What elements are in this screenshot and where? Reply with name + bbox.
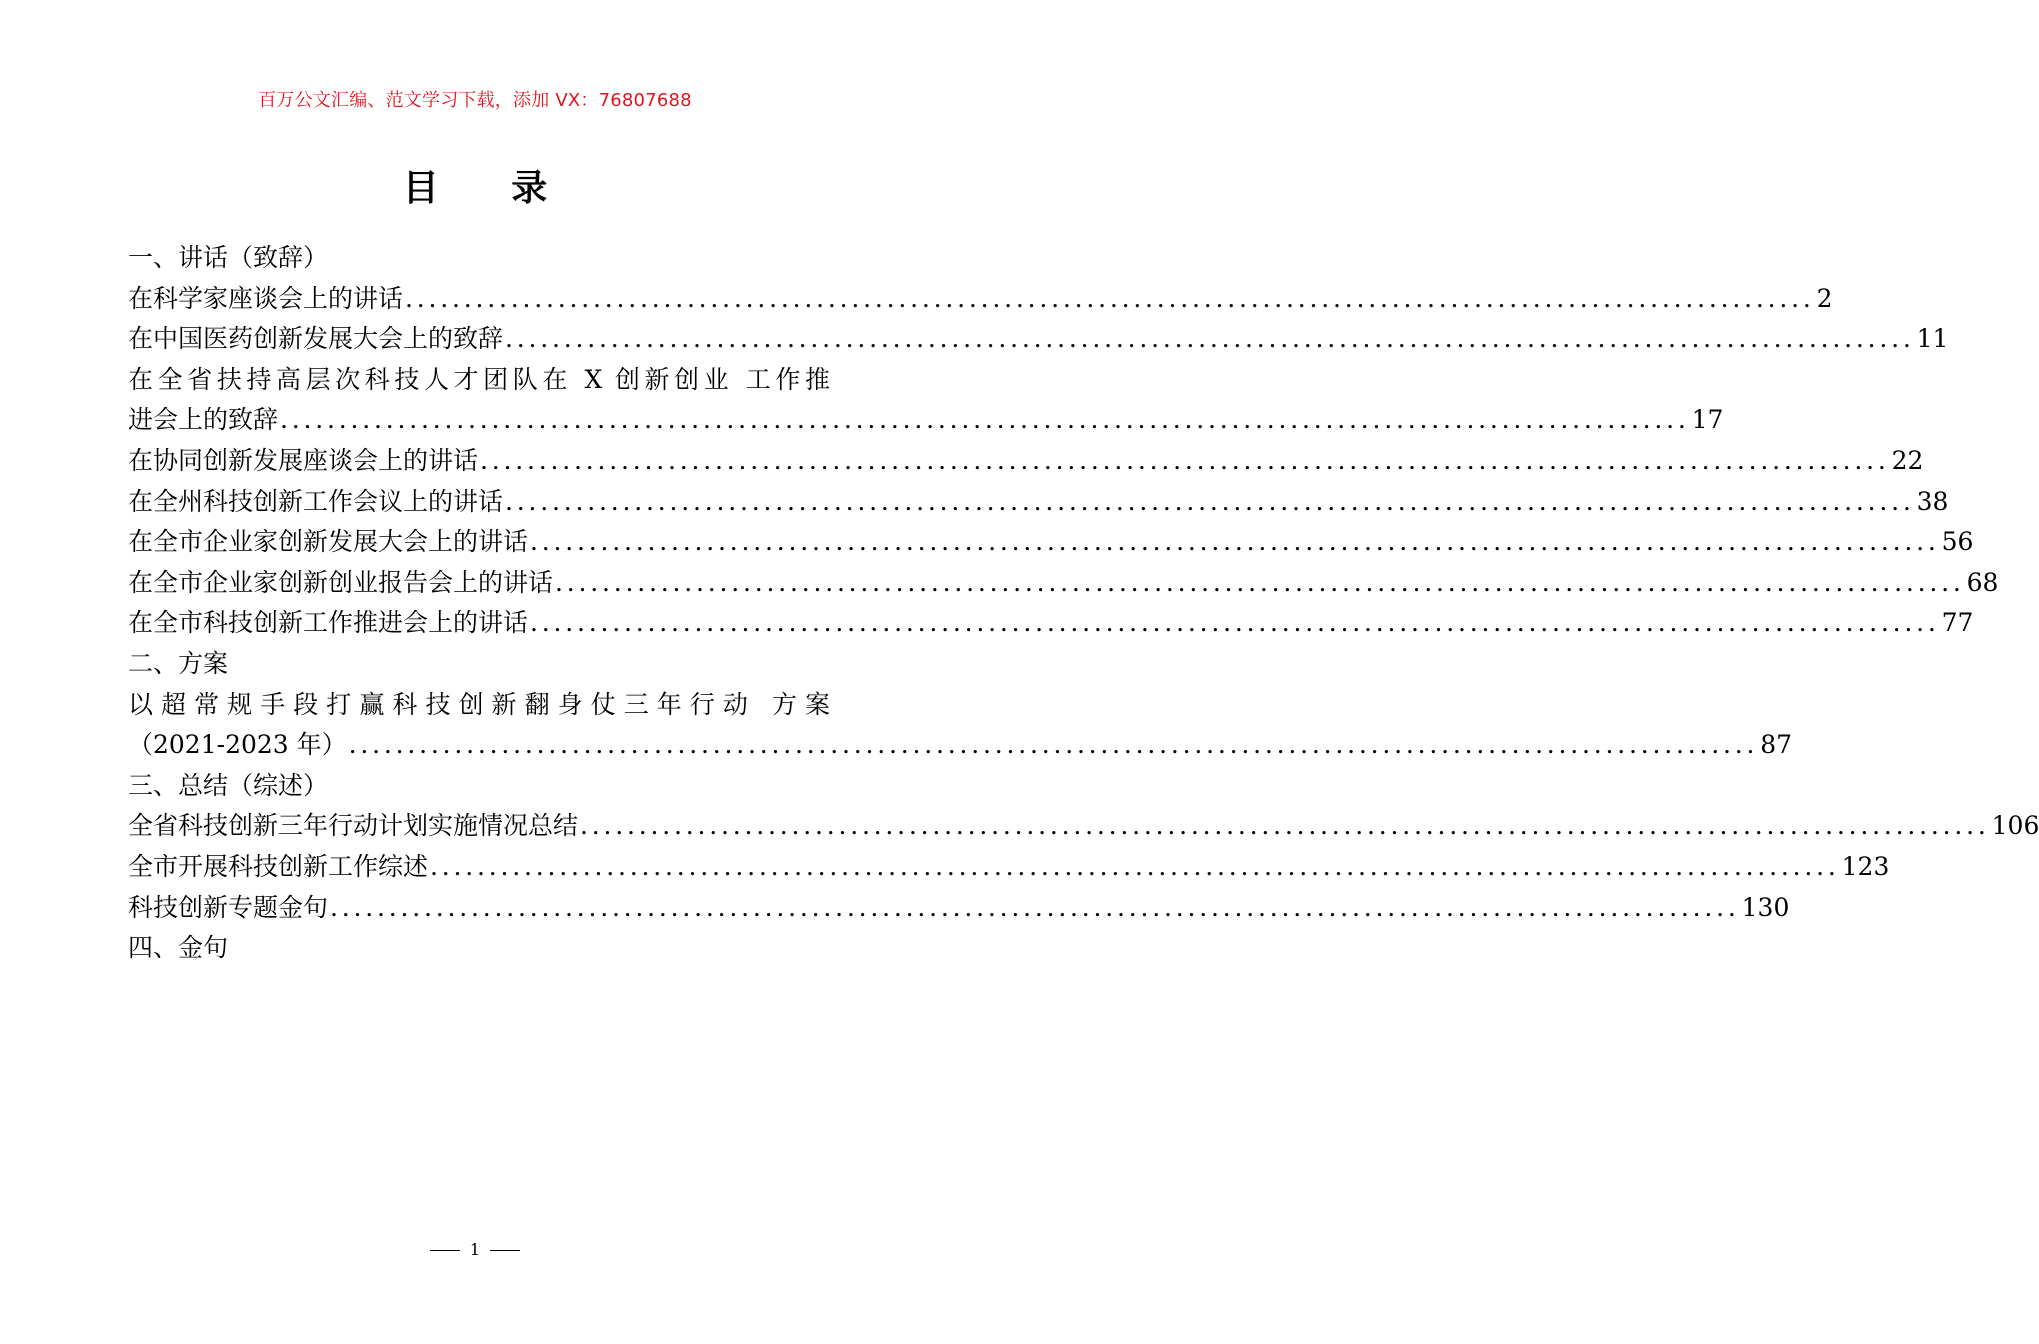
toc-entry[interactable] [128, 279, 1833, 320]
toc-entry[interactable] [128, 522, 1974, 563]
toc-entry-title: 在科学家座谈会上的讲话 [128, 283, 404, 313]
toc-entry-title: 在全州科技创新工作会议上的讲话 [128, 486, 504, 516]
leader-dots: ........................................................................................................................ [330, 892, 1740, 922]
toc-entry-line2[interactable] [128, 725, 1793, 766]
toc-entry-title: 在全市科技创新工作推进会上的讲话 [128, 608, 529, 638]
toc-entry-title: 在全市企业家创新创业报告会上的讲话 [128, 567, 554, 597]
toc-entry-page: 106 [1991, 811, 2039, 841]
toc-entry-title: 在中国医药创新发展大会上的致辞 [128, 324, 504, 354]
leader-dots: ........................................................................................................................ [580, 811, 1990, 841]
toc-entry-page: 123 [1841, 851, 1890, 881]
toc-entry-line1[interactable] [128, 685, 830, 726]
section-heading-text: 四、金句 [128, 933, 229, 963]
toc-entry-line1[interactable] [128, 360, 830, 401]
leader-dots: ........................................................................................................................ [530, 527, 1940, 557]
leader-dots: ........................................................................................................................ [505, 486, 1915, 516]
toc-entry-title: 科技创新专题金句 [128, 892, 329, 922]
section-heading-text: 二、方案 [128, 648, 229, 678]
footer-rule-right [490, 1250, 520, 1251]
toc-entry-title-cont: （2021-2023 年） [128, 730, 347, 760]
toc-entry-title: 全省科技创新三年行动计划实施情况总结 [128, 811, 579, 841]
toc-entry[interactable] [128, 482, 1949, 523]
section-heading [128, 766, 830, 807]
leader-dots: ........................................................................................................................ [555, 567, 1965, 597]
leader-dots: ........................................................................................................................ [280, 405, 1690, 435]
toc-entry-page: 38 [1916, 486, 1949, 516]
toc-entry[interactable] [128, 806, 2039, 847]
leader-dots: ........................................................................................................................ [430, 851, 1840, 881]
section-heading [128, 644, 830, 685]
leader-dots: ........................................................................................................................ [530, 608, 1940, 638]
toc-entry[interactable] [128, 319, 1949, 360]
toc-entry[interactable] [128, 888, 1790, 929]
toc-entry-page: 17 [1691, 405, 1724, 435]
section-heading-text: 三、总结（综述） [128, 770, 329, 800]
toc-entry[interactable] [128, 441, 1924, 482]
page-footer [0, 1240, 950, 1259]
header-notice: 百万公文汇编、范文学习下载，添加 VX：76807688 [258, 90, 692, 111]
section-heading-text: 一、讲话（致辞） [128, 243, 329, 272]
toc-entry-page: 77 [1941, 608, 1974, 638]
toc-entry-page: 68 [1966, 567, 1999, 597]
toc-entry-title: 在全省扶持高层次科技人才团队在 X 创新创业 工作推 [128, 364, 830, 394]
page-title: 目 录 [402, 168, 578, 209]
section-heading [128, 238, 830, 279]
toc-entry-title: 全市开展科技创新工作综述 [128, 851, 429, 881]
leader-dots: ........................................................................................................................ [405, 283, 1815, 313]
toc-entry-page: 130 [1741, 892, 1790, 922]
page-number: 1 [469, 1240, 481, 1259]
toc-entry-title: 以超常规手段打赢科技创新翻身仗三年行动 方案 [128, 689, 830, 719]
toc-entry-page: 87 [1760, 730, 1793, 760]
toc-entry-title: 在协同创新发展座谈会上的讲话 [128, 445, 479, 475]
toc-entry-line2[interactable] [128, 400, 1724, 441]
toc-entry-page: 56 [1941, 527, 1974, 557]
table-of-contents [128, 238, 2039, 969]
toc-entry[interactable] [128, 847, 1890, 888]
toc-entry-page: 11 [1916, 324, 1949, 354]
toc-entry-title: 在全市企业家创新发展大会上的讲话 [128, 527, 529, 557]
toc-entry-page: 2 [1816, 283, 1833, 313]
leader-dots: ........................................................................................................................ [480, 445, 1890, 475]
leader-dots: ........................................................................................................................ [505, 324, 1915, 354]
section-heading [128, 928, 830, 969]
toc-entry[interactable] [128, 563, 1999, 604]
footer-rule-left [430, 1250, 460, 1251]
leader-dots: ........................................................................................................................ [348, 730, 1759, 760]
toc-entry-title-cont: 进会上的致辞 [128, 405, 279, 435]
toc-entry-page: 22 [1891, 445, 1924, 475]
toc-entry[interactable] [128, 603, 1974, 644]
